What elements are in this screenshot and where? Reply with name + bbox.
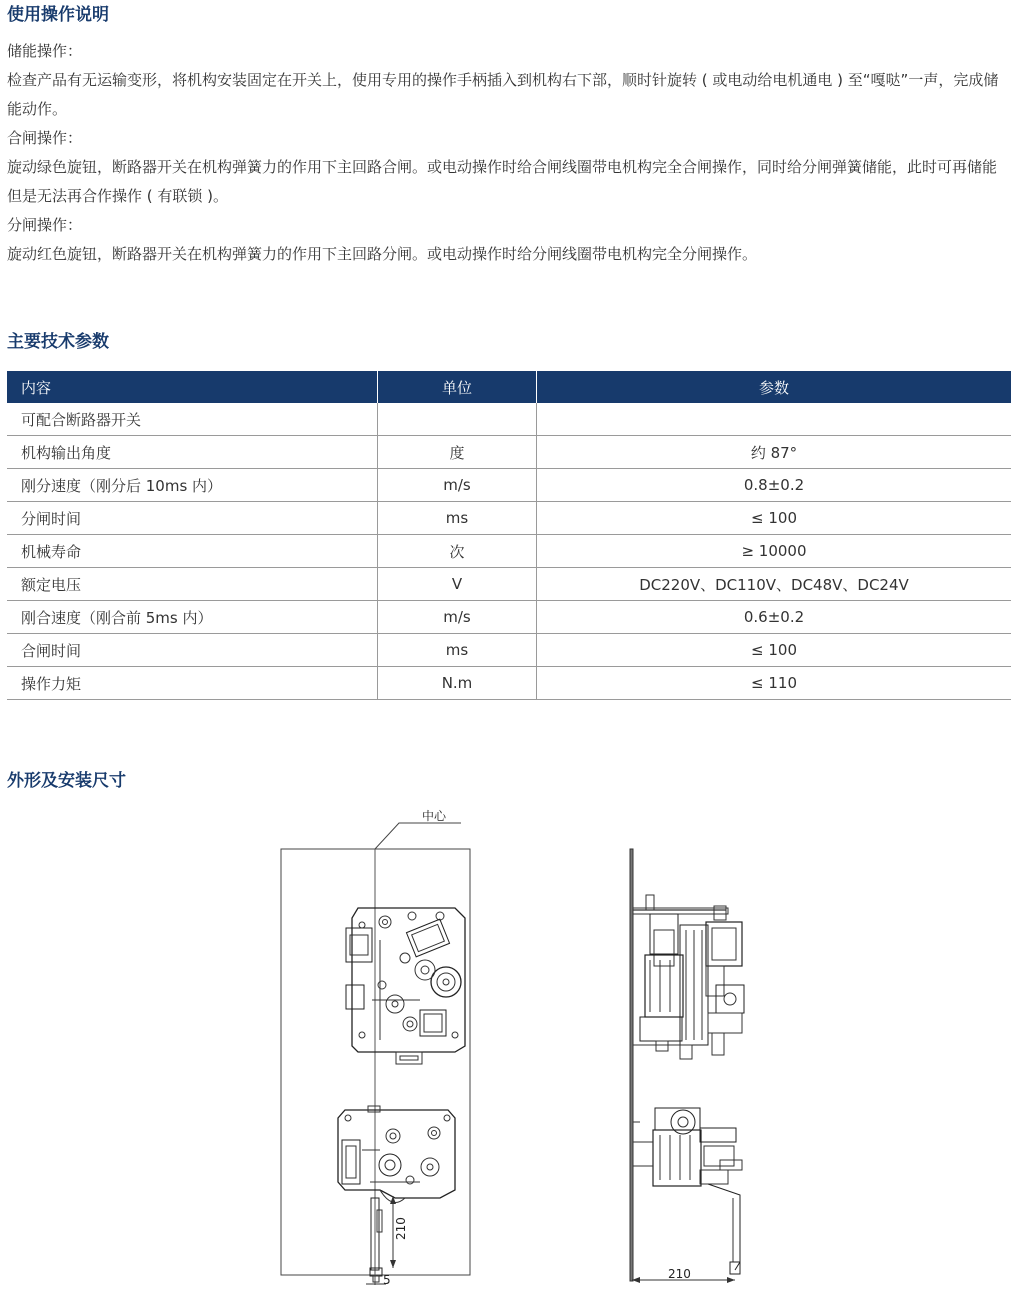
header-value: 参数 bbox=[537, 371, 1012, 403]
side-view bbox=[630, 849, 744, 1283]
close-text: 旋动绿色旋钮，断路器开关在机构弹簧力的作用下主回路合闸。或电动操作时给合闸线圈带电机构完全合闸操作，同时给分闸弹簧储能，此时可再储能但是无法再合作操作 ( 有联锁 )。 bbox=[7, 158, 998, 205]
storage-label: 储能操作： bbox=[7, 42, 83, 60]
row-item: 分闸时间 bbox=[7, 502, 378, 535]
side-lower-mechanism bbox=[633, 1108, 742, 1274]
row-item: 机构输出角度 bbox=[7, 436, 378, 469]
row-value: ≤ 100 bbox=[537, 634, 1012, 667]
row-unit: m/s bbox=[378, 601, 537, 634]
row-value: 0.6±0.2 bbox=[537, 601, 1012, 634]
row-unit: ms bbox=[378, 634, 537, 667]
open-text: 旋动红色旋钮，断路器开关在机构弹簧力的作用下主回路分闸。或电动操作时给分闸线圈带电机构完全分闸操作。 bbox=[7, 245, 758, 263]
row-unit: 度 bbox=[378, 436, 537, 469]
front-dim-vertical: 210 bbox=[394, 1217, 408, 1240]
side-dim-bottom: 210 bbox=[668, 1267, 691, 1281]
side-upper-mechanism bbox=[633, 895, 744, 1059]
row-value: 约 87° bbox=[537, 436, 1012, 469]
row-item: 机械寿命 bbox=[7, 535, 378, 568]
lower-mechanism bbox=[338, 1106, 455, 1282]
row-item: 刚分速度（刚分后 10ms 内） bbox=[7, 469, 378, 502]
row-item: 可配合断路器开关 bbox=[7, 403, 378, 436]
row-unit: m/s bbox=[378, 469, 537, 502]
center-label: 中心 bbox=[422, 809, 447, 823]
row-unit: V bbox=[378, 568, 537, 601]
row-item: 刚合速度（刚合前 5ms 内） bbox=[7, 601, 378, 634]
storage-text: 检查产品有无运输变形，将机构安装固定在开关上，使用专用的操作手柄插入到机构右下部，顺时针旋转 ( 或电动给电机通电 ) 至“嘎哒”一声，完成储能动作。 bbox=[7, 71, 999, 118]
front-view bbox=[281, 808, 470, 1287]
params-section-title: 主要技术参数 bbox=[7, 332, 109, 352]
row-item: 额定电压 bbox=[7, 568, 378, 601]
dimensions-section-title: 外形及安装尺寸 bbox=[7, 771, 126, 791]
row-value: ≤ 100 bbox=[537, 502, 1012, 535]
row-unit: 次 bbox=[378, 535, 537, 568]
row-value: 0.8±0.2 bbox=[537, 469, 1012, 502]
row-item: 合闸时间 bbox=[7, 634, 378, 667]
row-item: 操作力矩 bbox=[7, 667, 378, 700]
operation-section-title: 使用操作说明 bbox=[7, 5, 109, 25]
open-label: 分闸操作： bbox=[7, 216, 83, 234]
row-value: ≤ 110 bbox=[537, 667, 1012, 700]
row-unit: ms bbox=[378, 502, 537, 535]
row-value: ≥ 10000 bbox=[537, 535, 1012, 568]
front-dim-bottom: 5 bbox=[383, 1273, 391, 1287]
row-unit: N.m bbox=[378, 667, 537, 700]
close-label: 合闸操作： bbox=[7, 129, 83, 147]
header-item: 内容 bbox=[7, 371, 378, 403]
row-value: DC220V、DC110V、DC48V、DC24V bbox=[537, 568, 1012, 601]
header-unit: 单位 bbox=[378, 371, 537, 403]
upper-mechanism bbox=[346, 908, 465, 1064]
